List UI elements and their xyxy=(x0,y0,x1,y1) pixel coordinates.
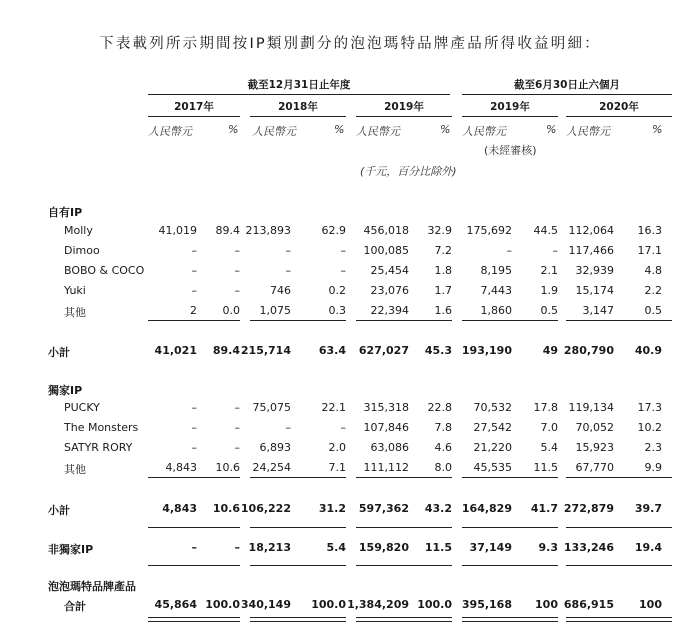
row-label: SATYR RORY xyxy=(64,441,133,454)
table-cell: 24,254 xyxy=(252,461,291,474)
table-cell: 117,466 xyxy=(568,244,614,257)
row-label: Molly xyxy=(64,224,93,237)
col-rmb-2019-half: 人民幣元 xyxy=(462,125,506,138)
table-cell: 89.4 xyxy=(212,344,240,357)
table-cell: 41.7 xyxy=(530,502,558,515)
table-cell: 10.2 xyxy=(637,421,662,434)
col-pct-2019-half: % xyxy=(546,123,557,136)
year-2020-half: 2020年 xyxy=(599,101,639,113)
section-rule xyxy=(566,527,672,528)
table-cell: 0.0 xyxy=(222,304,240,317)
subtotal-rule xyxy=(250,320,346,321)
row-label: 其他 xyxy=(64,463,86,476)
unaudited-note: (未經審核) xyxy=(484,144,537,157)
year-rule xyxy=(356,116,452,117)
table-cell: 49 xyxy=(542,344,558,357)
subtotal-rule xyxy=(566,477,672,478)
table-cell: 8,195 xyxy=(480,264,512,277)
table-cell: 3,147 xyxy=(582,304,614,317)
table-cell: 106,222 xyxy=(240,502,291,515)
table-cell: 23,076 xyxy=(370,284,409,297)
table-cell: – xyxy=(234,401,240,414)
table-cell: 15,174 xyxy=(575,284,614,297)
total-label-brand: 泡泡瑪特品牌產品 xyxy=(48,580,136,593)
table-cell: 62.9 xyxy=(321,224,346,237)
table-cell: 10.6 xyxy=(212,502,240,515)
col-pct-2020-half: % xyxy=(652,123,663,136)
section-rule xyxy=(462,527,558,528)
table-cell: 159,820 xyxy=(358,541,409,554)
table-cell: – xyxy=(191,264,197,277)
table-cell: – xyxy=(285,421,291,434)
table-cell: 70,052 xyxy=(575,421,614,434)
col-pct-2017: % xyxy=(228,123,239,136)
table-cell: – xyxy=(234,244,240,257)
row-label: PUCKY xyxy=(64,401,100,414)
table-cell: 627,027 xyxy=(358,344,409,357)
table-cell: – xyxy=(340,421,346,434)
row-label: Yuki xyxy=(64,284,86,297)
table-cell: 193,190 xyxy=(461,344,512,357)
table-cell: 686,915 xyxy=(563,598,614,611)
table-cell: 164,829 xyxy=(461,502,512,515)
subtotal-label: 小計 xyxy=(48,504,70,517)
table-cell: 9.9 xyxy=(644,461,662,474)
table-cell: 41,021 xyxy=(154,344,197,357)
table-cell: 4,843 xyxy=(165,461,197,474)
table-cell: 1,384,209 xyxy=(347,598,409,611)
non-exclusive-label: 非獨家IP xyxy=(48,543,94,556)
table-cell: 100,085 xyxy=(363,244,409,257)
table-cell: 7.0 xyxy=(540,421,558,434)
table-cell: 7.8 xyxy=(434,421,452,434)
table-cell: 8.0 xyxy=(434,461,452,474)
section-rule xyxy=(148,527,240,528)
table-cell: 1.8 xyxy=(434,264,452,277)
row-label: The Monsters xyxy=(64,421,139,434)
table-cell: 22.1 xyxy=(321,401,346,414)
table-cell: – xyxy=(285,264,291,277)
table-cell: 45,535 xyxy=(473,461,512,474)
table-cell: 15,923 xyxy=(575,441,614,454)
table-cell: 41,019 xyxy=(158,224,197,237)
table-cell: 31.2 xyxy=(318,502,346,515)
table-cell: 63.4 xyxy=(318,344,346,357)
table-cell: 5.4 xyxy=(540,441,558,454)
table-cell: 25,454 xyxy=(370,264,409,277)
table-cell: 63,086 xyxy=(370,441,409,454)
table-cell: 43.2 xyxy=(424,502,452,515)
table-cell: 18,213 xyxy=(248,541,291,554)
total-double-rule xyxy=(356,617,452,622)
table-cell: 19.4 xyxy=(634,541,662,554)
subtotal-rule xyxy=(462,477,558,478)
table-cell: – xyxy=(191,541,197,554)
table-cell: 340,149 xyxy=(240,598,291,611)
table-cell: 17.1 xyxy=(637,244,662,257)
section-rule xyxy=(250,527,346,528)
section-title-exclusive-ip: 獨家IP xyxy=(48,384,83,397)
unit-note: (千元，百分比除外) xyxy=(360,165,457,178)
table-cell: 11.5 xyxy=(533,461,558,474)
table-cell: 100 xyxy=(535,598,558,611)
col-pct-2019: % xyxy=(440,123,451,136)
table-cell: 280,790 xyxy=(563,344,614,357)
page-title: 下表載列所示期間按IP類別劃分的泡泡瑪特品牌產品所得收益明細： xyxy=(99,36,601,52)
table-cell: 2.0 xyxy=(328,441,346,454)
table-cell: 597,362 xyxy=(358,502,409,515)
table-cell: 100 xyxy=(639,598,662,611)
table-cell: 10.6 xyxy=(215,461,240,474)
table-cell: 75,075 xyxy=(252,401,291,414)
table-cell: 746 xyxy=(270,284,291,297)
table-cell: 272,879 xyxy=(563,502,614,515)
table-cell: 7.1 xyxy=(328,461,346,474)
table-cell: 39.7 xyxy=(634,502,662,515)
table-cell: – xyxy=(340,264,346,277)
table-cell: 89.4 xyxy=(215,224,240,237)
table-cell: – xyxy=(234,264,240,277)
table-cell: 17.8 xyxy=(533,401,558,414)
table-cell: 70,532 xyxy=(473,401,512,414)
subtotal-rule xyxy=(148,477,240,478)
table-cell: 22.8 xyxy=(427,401,452,414)
table-cell: – xyxy=(285,244,291,257)
total-label: 合計 xyxy=(64,600,86,613)
header-rule xyxy=(462,94,672,95)
table-cell: 0.3 xyxy=(328,304,346,317)
table-cell: – xyxy=(191,284,197,297)
table-cell: 107,846 xyxy=(363,421,409,434)
section-rule xyxy=(462,565,558,566)
table-cell: 119,134 xyxy=(568,401,614,414)
year-rule xyxy=(462,116,558,117)
table-cell: 100.0 xyxy=(205,598,240,611)
table-cell: – xyxy=(552,244,558,257)
table-cell: 1,860 xyxy=(480,304,512,317)
table-cell: – xyxy=(234,441,240,454)
table-cell: 27,542 xyxy=(473,421,512,434)
table-cell: 395,168 xyxy=(461,598,512,611)
year-2019: 2019年 xyxy=(384,101,424,113)
table-cell: 213,893 xyxy=(245,224,291,237)
year-2018: 2018年 xyxy=(278,101,318,113)
table-cell: 2 xyxy=(190,304,197,317)
row-label: BOBO & COCO xyxy=(64,264,145,277)
header-rule xyxy=(148,94,450,95)
section-rule xyxy=(250,565,346,566)
table-cell: 7,443 xyxy=(480,284,512,297)
table-cell: 1.7 xyxy=(434,284,452,297)
subtotal-rule xyxy=(356,320,452,321)
year-2019-half: 2019年 xyxy=(490,101,530,113)
row-label: 其他 xyxy=(64,306,86,319)
table-cell: 0.2 xyxy=(328,284,346,297)
table-cell: 100.0 xyxy=(417,598,452,611)
table-cell: 1,075 xyxy=(259,304,291,317)
table-cell: 67,770 xyxy=(575,461,614,474)
table-cell: 32,939 xyxy=(575,264,614,277)
table-cell: 1.6 xyxy=(434,304,452,317)
col-rmb-2018: 人民幣元 xyxy=(252,125,296,138)
table-cell: 0.5 xyxy=(644,304,662,317)
table-cell: 100.0 xyxy=(311,598,346,611)
table-cell: 112,064 xyxy=(568,224,614,237)
table-cell: – xyxy=(191,441,197,454)
subtotal-rule xyxy=(148,320,240,321)
table-cell: 44.5 xyxy=(533,224,558,237)
section-rule xyxy=(566,565,672,566)
table-cell: 37,149 xyxy=(469,541,512,554)
table-cell: – xyxy=(191,421,197,434)
total-double-rule xyxy=(462,617,558,622)
section-rule xyxy=(148,565,240,566)
table-cell: 6,893 xyxy=(259,441,291,454)
table-cell: 22,394 xyxy=(370,304,409,317)
table-cell: 45.3 xyxy=(424,344,452,357)
year-rule xyxy=(148,116,240,117)
table-cell: 9.3 xyxy=(538,541,558,554)
table-cell: – xyxy=(234,541,240,554)
col-rmb-2019: 人民幣元 xyxy=(356,125,400,138)
table-cell: – xyxy=(234,284,240,297)
total-double-rule xyxy=(566,617,672,622)
year-2017: 2017年 xyxy=(174,101,214,113)
col-pct-2018: % xyxy=(334,123,345,136)
table-cell: – xyxy=(340,244,346,257)
table-cell: 5.4 xyxy=(326,541,346,554)
section-rule xyxy=(356,565,452,566)
col-rmb-2017: 人民幣元 xyxy=(148,125,192,138)
table-cell: 4,843 xyxy=(162,502,197,515)
table-cell: 11.5 xyxy=(424,541,452,554)
table-cell: – xyxy=(506,244,512,257)
table-cell: 4.6 xyxy=(434,441,452,454)
table-cell: 315,318 xyxy=(363,401,409,414)
subtotal-rule xyxy=(566,320,672,321)
table-cell: – xyxy=(191,244,197,257)
section-rule xyxy=(356,527,452,528)
col-rmb-2020-half: 人民幣元 xyxy=(566,125,610,138)
table-cell: – xyxy=(191,401,197,414)
table-cell: 21,220 xyxy=(473,441,512,454)
table-cell: 32.9 xyxy=(427,224,452,237)
year-rule xyxy=(250,116,346,117)
table-cell: 16.3 xyxy=(637,224,662,237)
total-double-rule xyxy=(148,617,240,622)
table-cell: 2.3 xyxy=(644,441,662,454)
subtotal-label: 小計 xyxy=(48,346,70,359)
table-cell: 1.9 xyxy=(540,284,558,297)
header-group-year-ended: 截至12月31日止年度 xyxy=(247,79,351,91)
table-cell: 456,018 xyxy=(363,224,409,237)
total-double-rule xyxy=(250,617,346,622)
table-cell: 45,864 xyxy=(154,598,197,611)
subtotal-rule xyxy=(250,477,346,478)
table-cell: 2.1 xyxy=(540,264,558,277)
table-cell: 4.8 xyxy=(644,264,662,277)
subtotal-rule xyxy=(462,320,558,321)
year-rule xyxy=(566,116,672,117)
table-cell: 215,714 xyxy=(240,344,291,357)
section-title-own-ip: 自有IP xyxy=(48,206,83,219)
row-label: Dimoo xyxy=(64,244,100,257)
subtotal-rule xyxy=(356,477,452,478)
table-cell: 17.3 xyxy=(637,401,662,414)
header-group-six-months: 截至6月30日止六個月 xyxy=(514,79,620,91)
table-cell: – xyxy=(234,421,240,434)
table-cell: 0.5 xyxy=(540,304,558,317)
table-cell: 111,112 xyxy=(363,461,409,474)
table-cell: 40.9 xyxy=(634,344,662,357)
table-cell: 175,692 xyxy=(466,224,512,237)
table-cell: 7.2 xyxy=(434,244,452,257)
table-cell: 2.2 xyxy=(644,284,662,297)
table-cell: 133,246 xyxy=(563,541,614,554)
